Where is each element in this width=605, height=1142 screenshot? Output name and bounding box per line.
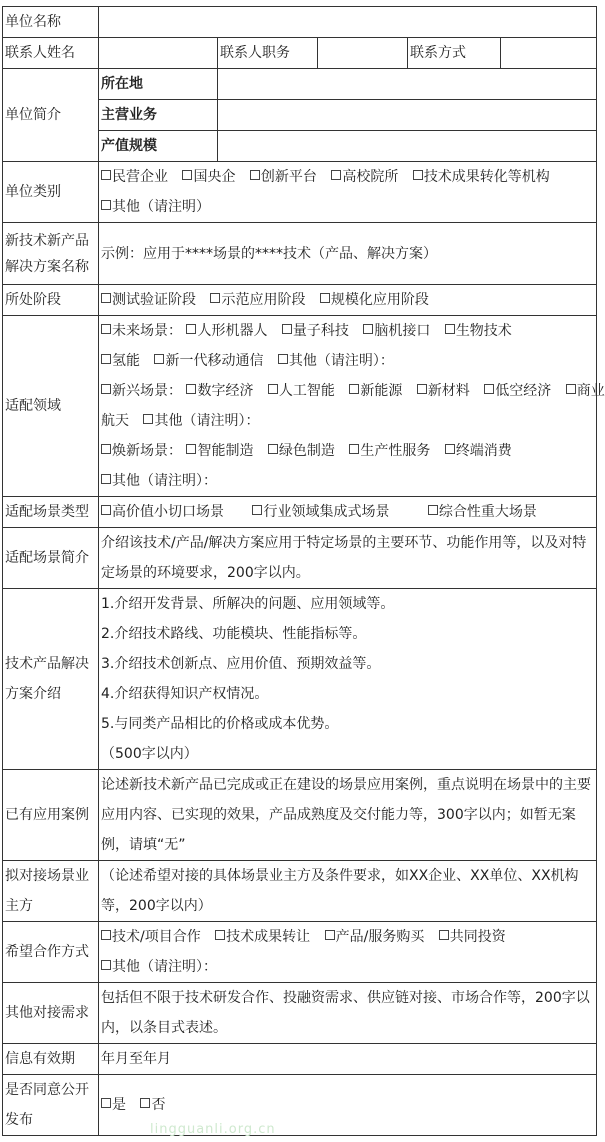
checkbox-square-icon[interactable] xyxy=(101,930,111,940)
option-renewed-other[interactable]: 其他（请注明）： xyxy=(101,466,594,496)
label-category: 单位类别 xyxy=(3,162,99,223)
option-consumer[interactable]: 终端消费 xyxy=(445,443,512,459)
checkbox-square-icon[interactable] xyxy=(331,170,341,180)
checkbox-square-icon[interactable] xyxy=(101,354,111,364)
field-contact-position[interactable] xyxy=(318,38,408,69)
checkbox-square-icon[interactable] xyxy=(484,384,494,394)
label-cases: 已有应用案例 xyxy=(3,770,99,861)
option-new-materials[interactable]: 新材料 xyxy=(417,383,470,399)
option-smart-mfg[interactable]: 智能制造 xyxy=(186,443,253,459)
field-solution-name[interactable]: 示例：应用于****场景的****技术（产品、解决方案） xyxy=(99,223,597,285)
field-unit-name[interactable] xyxy=(99,7,597,38)
option-transfer[interactable]: 技术成果转让 xyxy=(215,929,310,945)
checkbox-square-icon[interactable] xyxy=(210,293,220,303)
label-target-owner: 拟对接场景业主方 xyxy=(3,861,99,922)
checkbox-square-icon[interactable] xyxy=(268,444,278,454)
checkbox-square-icon[interactable] xyxy=(349,384,359,394)
option-aerospace-label: 航天 xyxy=(101,413,129,429)
option-new-energy[interactable]: 新能源 xyxy=(349,383,402,399)
checkbox-square-icon[interactable] xyxy=(154,354,164,364)
checkbox-square-icon[interactable] xyxy=(428,505,438,515)
row-cooperation xyxy=(3,922,597,983)
checkbox-square-icon[interactable] xyxy=(101,960,111,970)
option-digital-economy[interactable]: 数字经济 xyxy=(186,383,253,399)
intro-item: 5.与同类产品相比的价格或成本优势。 xyxy=(101,716,339,732)
option-bci[interactable]: 脑机接口 xyxy=(363,323,430,339)
options-stage xyxy=(99,285,597,316)
option-major[interactable]: 综合性重大场景 xyxy=(428,504,537,520)
checkbox-square-icon[interactable] xyxy=(101,505,111,515)
row-domain xyxy=(3,316,597,497)
row-other-needs xyxy=(3,983,597,1044)
option-biotech[interactable]: 生物技术 xyxy=(445,323,512,339)
option-humanoid[interactable]: 人形机器人 xyxy=(186,323,267,339)
label-public: 是否同意公开发布 xyxy=(3,1075,99,1136)
checkbox-square-icon[interactable] xyxy=(320,293,330,303)
checkbox-square-icon[interactable] xyxy=(282,324,292,334)
field-contact-name[interactable] xyxy=(99,38,218,69)
row-stage xyxy=(3,285,597,316)
option-demo[interactable]: 示范应用阶段 xyxy=(210,292,305,308)
option-hydrogen[interactable]: 氢能 xyxy=(101,353,140,369)
option-scale[interactable]: 规模化应用阶段 xyxy=(320,292,429,308)
field-product-intro[interactable] xyxy=(99,589,597,770)
option-services[interactable]: 生产性服务 xyxy=(349,443,430,459)
checkbox-square-icon[interactable] xyxy=(101,444,111,454)
checkbox-square-icon[interactable] xyxy=(186,444,196,454)
row-intro-location xyxy=(3,69,597,100)
field-cases[interactable]: 论述新技术新产品已完成或正在建设的场景应用案例，重点说明在场景中的主要应用内容、已实现的效果，产品成熟度及交付能力等，300字以内；如暂无案例，请填“无” xyxy=(99,770,597,861)
option-green-mfg[interactable]: 绿色制造 xyxy=(268,443,335,459)
option-mobile-comm[interactable]: 新一代移动通信 xyxy=(154,353,263,369)
option-ai[interactable]: 人工智能 xyxy=(268,383,335,399)
checkbox-square-icon[interactable] xyxy=(413,170,423,180)
label-product-intro: 技术产品解决方案介绍 xyxy=(3,589,99,770)
field-scene-intro[interactable]: 介绍该技术/产品/解决方案应用于特定场景的主要环节、功能作用等，以及对特定场景的环境要求，200字以内。 xyxy=(99,528,597,589)
field-business[interactable] xyxy=(218,100,597,131)
options-cooperation xyxy=(99,922,597,983)
checkbox-square-icon[interactable] xyxy=(445,324,455,334)
option-soe[interactable]: 国央企 xyxy=(182,169,235,185)
option-transfer-agency[interactable]: 技术成果转化等机构 xyxy=(413,169,550,185)
label-solution-name: 新技术新产品解决方案名称 xyxy=(3,223,99,285)
checkbox-square-icon[interactable] xyxy=(186,324,196,334)
row-public xyxy=(3,1075,597,1136)
checkbox-square-icon[interactable] xyxy=(101,1098,111,1108)
option-university[interactable]: 高校院所 xyxy=(331,169,398,185)
checkbox-square-icon[interactable] xyxy=(140,1098,150,1108)
intro-item: 3.介绍技术创新点、应用价值、预期效益等。 xyxy=(101,656,381,672)
option-future[interactable]: 未来场景： xyxy=(101,323,182,339)
option-emerging[interactable]: 新兴场景： xyxy=(101,383,182,399)
checkbox-square-icon[interactable] xyxy=(186,384,196,394)
label-business: 主营业务 xyxy=(99,100,218,131)
label-contact-position: 联系人职务 xyxy=(218,38,318,69)
option-quantum[interactable]: 量子科技 xyxy=(282,323,349,339)
label-unit-name: 单位名称 xyxy=(3,7,99,38)
label-unit-intro: 单位简介 xyxy=(3,69,99,162)
checkbox-square-icon[interactable] xyxy=(278,354,288,364)
option-co-invest[interactable]: 共同投资 xyxy=(439,929,506,945)
label-scene-type: 适配场景类型 xyxy=(3,497,99,528)
field-location[interactable] xyxy=(218,69,597,100)
checkbox-square-icon[interactable] xyxy=(215,930,225,940)
option-commercial[interactable]: 商业 xyxy=(566,383,605,399)
label-cooperation: 希望合作方式 xyxy=(3,922,99,983)
label-other-needs: 其他对接需求 xyxy=(3,983,99,1044)
watermark: lingguanli.org.cn xyxy=(150,1122,276,1137)
label-scene-intro: 适配场景简介 xyxy=(3,528,99,589)
intro-item: 2.介绍技术路线、功能模块、性能指标等。 xyxy=(101,626,367,642)
label-validity: 信息有效期 xyxy=(3,1044,99,1075)
row-contact xyxy=(3,38,597,69)
intro-item: 1.介绍开发背景、所解决的问题、应用领域等。 xyxy=(101,596,395,612)
checkbox-square-icon[interactable] xyxy=(417,384,427,394)
option-future-other[interactable]: 其他（请注明）： xyxy=(278,353,394,369)
row-validity xyxy=(3,1044,597,1075)
option-emerging-other[interactable]: 其他（请注明）： xyxy=(143,413,259,429)
checkbox-square-icon[interactable] xyxy=(252,505,262,515)
checkbox-square-icon[interactable] xyxy=(250,170,260,180)
options-domain xyxy=(99,316,605,497)
checkbox-square-icon[interactable] xyxy=(143,414,153,424)
options-category xyxy=(99,162,597,223)
row-cases xyxy=(3,770,597,861)
label-contact-method: 联系方式 xyxy=(408,38,501,69)
option-cooperation-other[interactable]: 其他（请注明）： xyxy=(101,952,594,982)
intro-item: （500字以内） xyxy=(101,746,198,762)
row-solution-name xyxy=(3,223,597,285)
checkbox-square-icon[interactable] xyxy=(349,444,359,454)
field-target-owner[interactable]: （论述希望对接的具体场景业主方及条件要求，如XX企业、XX单位、XX机构等，200字以内） xyxy=(99,861,597,922)
row-scene-type xyxy=(3,497,597,528)
label-contact-name: 联系人姓名 xyxy=(3,38,99,69)
checkbox-square-icon[interactable] xyxy=(566,384,576,394)
row-product-intro xyxy=(3,589,597,770)
option-high-value[interactable]: 高价值小切口场景 xyxy=(101,504,224,520)
row-category xyxy=(3,162,597,223)
checkbox-square-icon[interactable] xyxy=(445,444,455,454)
row-target-owner xyxy=(3,861,597,922)
field-validity[interactable]: 年月至年月 xyxy=(99,1044,597,1075)
row-unit-name xyxy=(3,7,597,38)
label-stage: 所处阶段 xyxy=(3,285,99,316)
application-form-table xyxy=(2,6,605,1136)
checkbox-square-icon[interactable] xyxy=(363,324,373,334)
field-contact-method[interactable] xyxy=(501,38,597,69)
row-scene-intro xyxy=(3,528,597,589)
intro-item: 4.介绍获得知识产权情况。 xyxy=(101,686,269,702)
checkbox-square-icon[interactable] xyxy=(101,324,111,334)
option-test[interactable]: 测试验证阶段 xyxy=(101,292,196,308)
option-private[interactable]: 民营企业 xyxy=(101,169,168,185)
checkbox-square-icon[interactable] xyxy=(439,930,449,940)
option-purchase[interactable]: 产品/服务购买 xyxy=(325,929,425,945)
label-scale: 产值规模 xyxy=(99,131,218,162)
checkbox-square-icon[interactable] xyxy=(101,384,111,394)
checkbox-square-icon[interactable] xyxy=(182,170,192,180)
checkbox-square-icon[interactable] xyxy=(101,200,111,210)
option-platform[interactable]: 创新平台 xyxy=(250,169,317,185)
options-scene-type xyxy=(99,497,597,528)
checkbox-square-icon[interactable] xyxy=(325,930,335,940)
checkbox-square-icon[interactable] xyxy=(101,170,111,180)
option-category-other[interactable]: 其他（请注明） xyxy=(101,192,594,222)
label-domain: 适配领域 xyxy=(3,316,99,497)
field-other-needs[interactable]: 包括但不限于技术研发合作、投融资需求、供应链对接、市场合作等，200字以内，以条目式表述。 xyxy=(99,983,597,1044)
checkbox-square-icon[interactable] xyxy=(101,474,111,484)
option-tech-project[interactable]: 技术/项目合作 xyxy=(101,929,201,945)
field-scale[interactable] xyxy=(218,131,597,162)
checkbox-square-icon[interactable] xyxy=(101,293,111,303)
option-low-altitude[interactable]: 低空经济 xyxy=(484,383,551,399)
checkbox-square-icon[interactable] xyxy=(268,384,278,394)
option-no[interactable]: 否 xyxy=(140,1097,165,1113)
option-yes[interactable]: 是 xyxy=(101,1097,126,1113)
option-integrated[interactable]: 行业领域集成式场景 xyxy=(252,504,389,520)
label-location: 所在地 xyxy=(99,69,218,100)
option-renewed[interactable]: 焕新场景： xyxy=(101,443,182,459)
